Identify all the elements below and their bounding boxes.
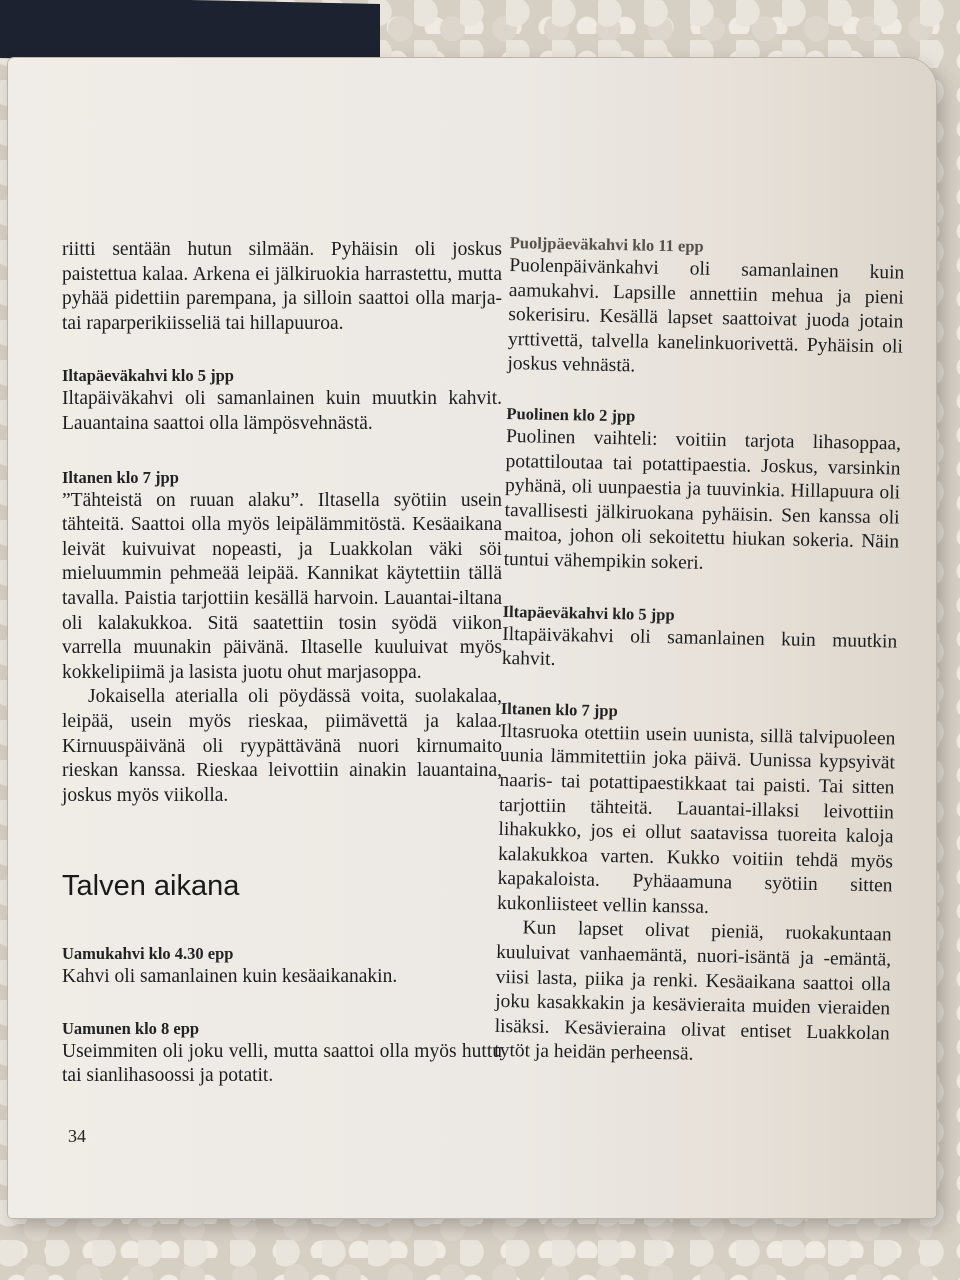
paragraph-uamunen: Useimmiten oli joku velli, mutta saattoi olla myös huttu tai sianlihasoossi ja potatit. (62, 1040, 502, 1087)
heading-iltapaevakahvi-right: Iltapäeväkahvi klo 5 jpp (502, 601, 675, 624)
section-title: Talven aikana (62, 870, 240, 903)
paragraph-puolinen: Puolinen vaihteli: voitiin tarjota lihasoppaa, potattiloutaa tai potattipaestia. Joskus, varsinkin pyhänä, oli uunpaestia ja tuuvinkia. Hillapuura oli tavallisesti jälkiruokana pyhäisin. Sen kanssa oli maitoa, johon oli sekoitettu hiukan sokeria. Näin tuntui vähempikin sokeri. (503, 425, 902, 574)
paragraph-iltanen-right-1: Iltasruoka otettiin usein uunista, sillä talvipuoleen uunia lämmitettiin joka päivä. Uunissa kypsyivät naaris- tai potattipaestikkaat tai paisti. Tai sitten tarjottiin tähteitä. Lauantai-illaksi leivottiin lihakukko, jos ei ollut saatavissa tuoreita kaloja kalakukkoa varten. Kukko voitiin tehdä myös kapakaloista. Pyhäaamuna syötiin sitten kukonliisteet vellin kanssa. (496, 720, 896, 918)
heading-uamukahvi: Uamukahvi klo 4.30 epp (62, 944, 234, 964)
paragraph-iltanen-1: ”Tähteistä on ruuan alaku”. Iltasella syötiin usein tähteitä. Saattoi olla myös leipälämmitöstä. Kesäaikana leivät kuivuivat nopeasti, ja Luakkolan väki söi mieluummin pehmeää leipää. Kannikat käytettiin tällä tavalla. Paistia tarjottiin kesällä harvoin. Lauantai-iltana oli kalakukkoa. Sitä saatettiin tosin syödä viikon varrella muunakin päivänä. Iltaselle kuuluivat myös kokkelipiimä ja lasista juotu ohut marjasoppa. (62, 489, 502, 683)
heading-puolinen: Puolinen klo 2 jpp (506, 403, 636, 426)
book-cover-edge (0, 0, 380, 66)
page-number: 34 (68, 1126, 86, 1146)
paragraph-iltapaevakahvi: Iltapäiväkahvi oli samanlainen kuin muutkin kahvit. Lauantaina saattoi olla lämpösvehnästä. (62, 388, 502, 434)
paragraph-iltapaevakahvi-right: Iltapäiväkahvi oli samanlainen kuin muutkin kahvit. (501, 623, 898, 671)
right-column (494, 232, 905, 1071)
paragraph-iltanen-right-2: Kun lapset olivat pieniä, ruokakuntaan kuuluivat vanhaemäntä, nuori-isäntä ja -emäntä, viisi lasta, piika ja renki. Kesäaikana saattoi olla joku kasakkakin ja kesävieraita muiden vieraiden lisäksi. Kesävieraina olivat entiset Luakkolan tytöt ja heidän perheensä. (494, 917, 892, 1066)
intro-paragraph: riitti sentään hutun silmään. Pyhäisin oli joskus paistettua kalaa. Arkena ei jälkiruokia harrastettu, mutta pyhää pidettiin parempana, ja silloin saattoi olla marja- tai raparperikiisseliä tai hillapuuroa. (62, 239, 502, 334)
heading-iltapaevakahvi: Iltapäeväkahvi klo 5 jpp (62, 366, 234, 386)
heading-uamunen: Uamunen klo 8 epp (62, 1018, 200, 1038)
paragraph-uamukahvi: Kahvi oli samanlainen kuin kesäaikanakin. (62, 966, 398, 988)
heading-iltanen-right: Iltanen klo 7 jpp (500, 698, 618, 720)
heading-iltanen: Iltanen klo 7 jpp (62, 467, 179, 487)
paragraph-puoljpaevakahvi: Puolenpäivänkahvi oli samanlainen kuin aamukahvi. Lapsille annettiin mehua ja pieni sokerisiru. Kesällä lapset saattoivat juoda jotain yrttivettä, talvella kanelinkuorivettä. Pyhäisin oli joskus vehnästä. (507, 254, 905, 377)
left-column (62, 238, 502, 1089)
heading-puoljpaevakahvi: Puoljpäeväkahvi klo 11 epp (509, 232, 704, 256)
paragraph-iltanen-2: Jokaisella aterialla oli pöydässä voita, suolakalaa, leipää, usein myös rieskaa, piimävettä ja kalaa. Kirnuuspäivänä oli ryypättävänä nuori kirnumaito rieskan kanssa. Rieskaa leivottiin ainakin lauantaina, joskus myös viikolla. (62, 686, 502, 806)
